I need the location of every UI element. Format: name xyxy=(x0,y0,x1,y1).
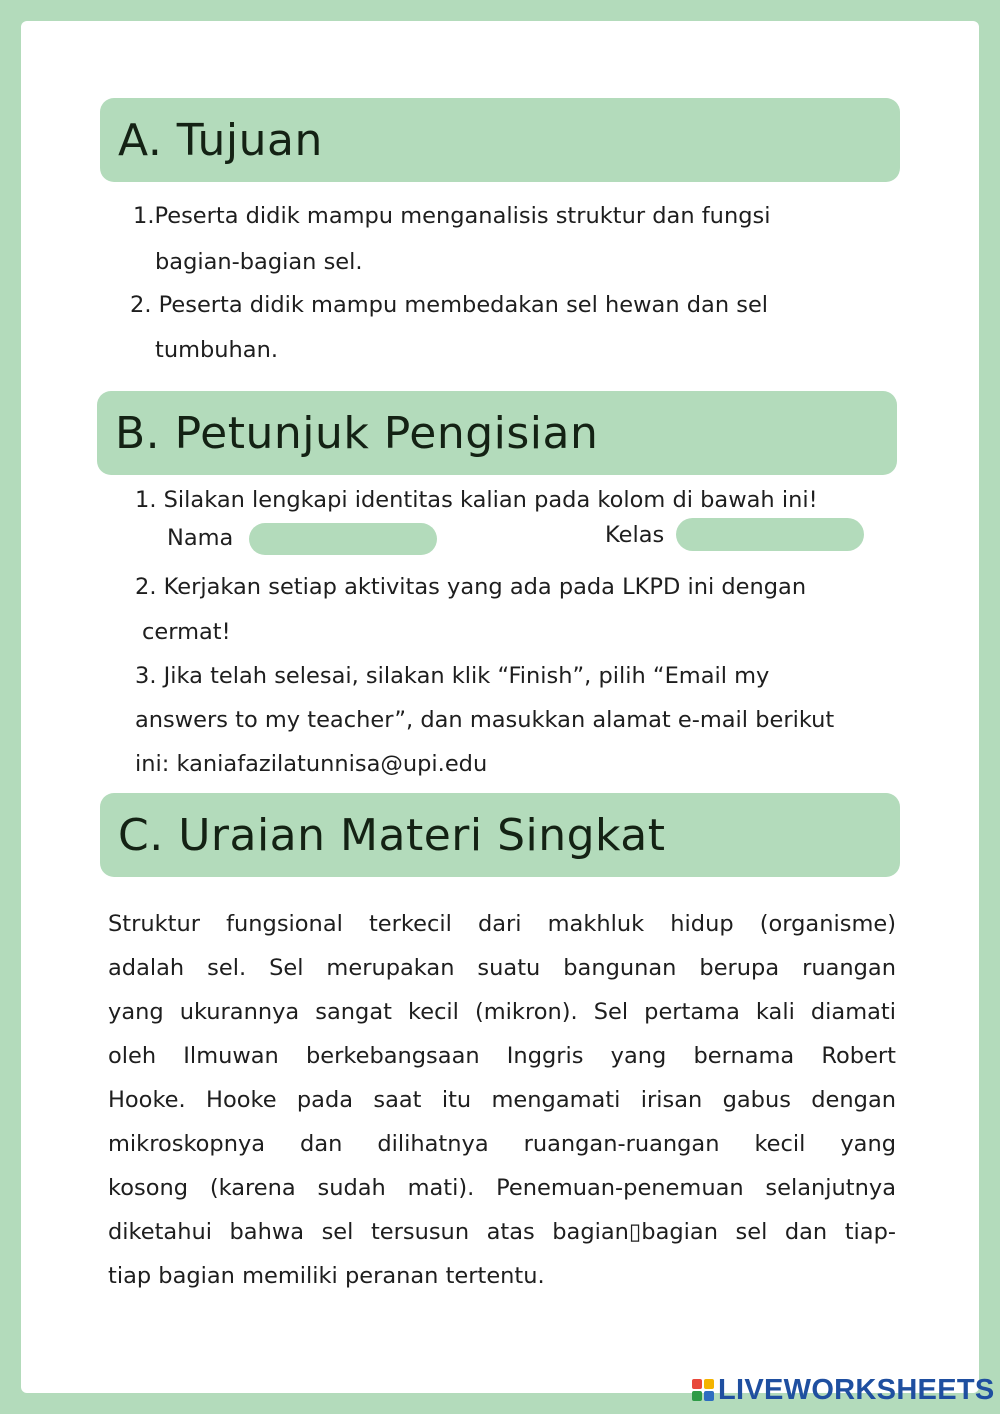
section-a-header xyxy=(100,98,900,182)
instruction-2-line-1: 2. Kerjakan setiap aktivitas yang ada pada LKPD ini dengan xyxy=(135,574,807,600)
material-line: adalah sel. Sel merupakan suatu bangunan berupa ruangan xyxy=(108,955,896,981)
material-line: yang ukurannya sangat kecil (mikron). Sel pertama kali diamati xyxy=(108,999,896,1025)
nama-label: Nama xyxy=(167,525,234,551)
material-line: Hooke. Hooke pada saat itu mengamati irisan gabus dengan xyxy=(108,1087,896,1113)
material-line: oleh Ilmuwan berkebangsaan Inggris yang bernama Robert xyxy=(108,1043,896,1069)
objective-1-line-1: 1.Peserta didik mampu menganalisis struktur dan fungsi xyxy=(133,203,771,229)
instruction-3-line-2: answers to my teacher”, dan masukkan alamat e-mail berikut xyxy=(135,707,835,733)
kelas-label: Kelas xyxy=(605,522,665,548)
liveworksheets-icon xyxy=(692,1379,714,1401)
material-line: tiap bagian memiliki peranan tertentu. xyxy=(108,1263,545,1289)
section-c-header xyxy=(100,793,900,877)
objective-2-line-2: tumbuhan. xyxy=(155,337,279,363)
section-b-title: B. Petunjuk Pengisian xyxy=(115,407,599,459)
kelas-input[interactable] xyxy=(676,518,864,551)
objective-2-line-1: 2. Peserta didik mampu membedakan sel hewan dan sel xyxy=(130,292,769,318)
material-line: Struktur fungsional terkecil dari makhluk hidup (organisme) xyxy=(108,911,896,937)
section-b-header xyxy=(97,391,897,475)
nama-input[interactable] xyxy=(249,523,437,555)
logo-text: LIVEWORKSHEETS xyxy=(718,1373,995,1406)
instruction-2-line-2: cermat! xyxy=(142,619,231,645)
instruction-3-line-1: 3. Jika telah selesai, silakan klik “Finish”, pilih “Email my xyxy=(135,663,770,689)
material-line: mikroskopnya dan dilihatnya ruangan-ruangan kecil yang xyxy=(108,1131,896,1157)
material-line: kosong (karena sudah mati). Penemuan-penemuan selanjutnya xyxy=(108,1175,896,1201)
instruction-1: 1. Silakan lengkapi identitas kalian pada kolom di bawah ini! xyxy=(135,487,818,513)
section-a-title: A. Tujuan xyxy=(118,114,323,166)
material-line: diketahui bahwa sel tersusun atas bagian▯bagian sel dan tiap- xyxy=(108,1219,896,1245)
section-c-title: C. Uraian Materi Singkat xyxy=(118,809,666,861)
instruction-3-line-3: ini: kaniafazilatunnisa@upi.edu xyxy=(135,751,488,777)
objective-1-line-2: bagian-bagian sel. xyxy=(155,249,363,275)
liveworksheets-logo xyxy=(692,1374,995,1406)
